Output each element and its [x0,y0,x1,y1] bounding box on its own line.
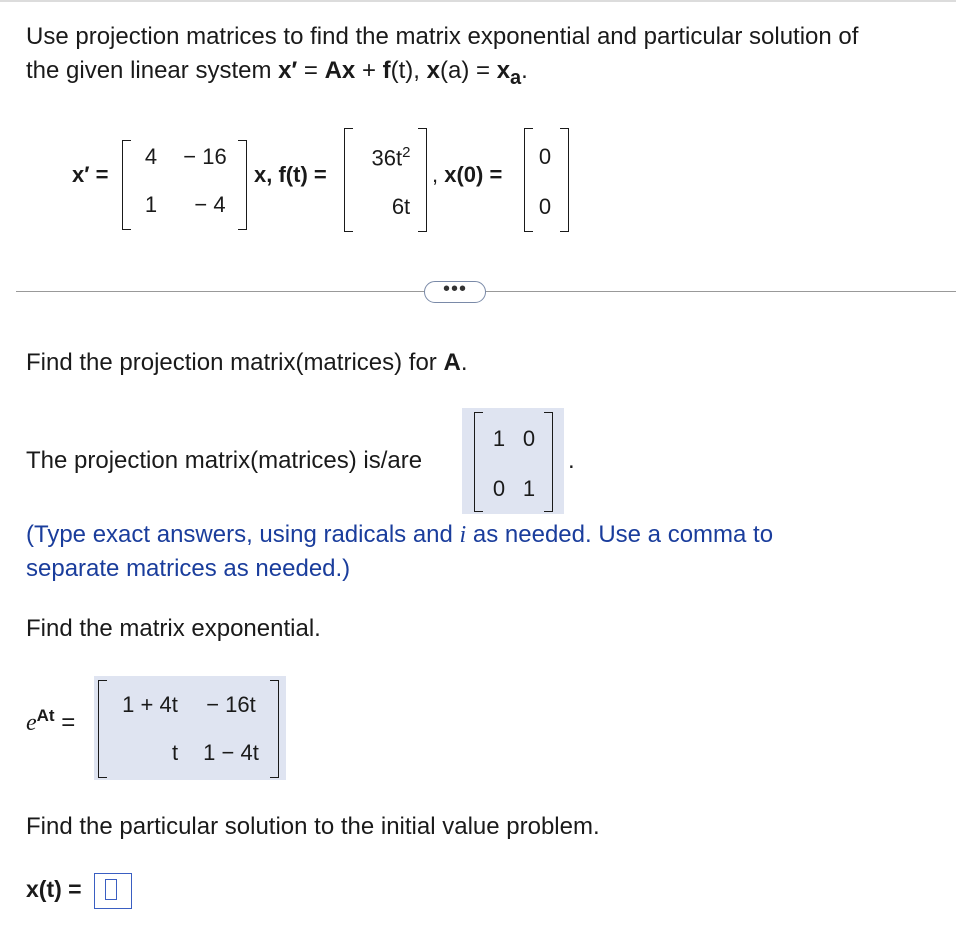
answer-hint: (Type exact answers, using radicals and i as needed. Use a comma to separate matrices as needed.) [26,521,774,582]
matrix-a-cell: − 16 [183,144,227,169]
expand-button[interactable]: ••• [424,281,486,303]
matrix-a-left-bracket [122,140,131,230]
f-vector-cell: $36t^2$ [371,144,411,171]
x0-vector-cell: 0 [538,144,552,169]
problem-statement [26,20,946,95]
projection-answer-label: The projection matrix(matrices) is/are [26,447,423,474]
projection-cell: 0 [522,426,536,451]
exponential-left-bracket [98,680,107,778]
projection-cell: 1 [522,476,536,501]
exponential-cell: t [171,740,179,765]
problem-line-1: Use projection matrices to find the matrix exponential and particular solution of [26,23,859,50]
x0-label: x(0) = [444,162,503,187]
top-border [0,0,956,2]
f-vector-left-bracket [344,128,353,232]
x-t-label: x(t) = [26,876,82,902]
matrix-a-right-bracket [238,140,247,230]
f-vector-cell: 6t [391,194,411,219]
x0-vector-cell: 0 [538,194,552,219]
projection-cell: 0 [492,476,506,501]
input-placeholder-icon [105,879,117,900]
comma: , [432,162,439,187]
exponential-cell: 1 − 4t [203,740,259,765]
projection-cell: 1 [492,426,506,451]
matrix-a-cell: 1 [144,192,158,217]
projection-heading: Find the projection matrix(matrices) for A. [26,349,468,376]
exponential-cell: 1 + 4t [122,692,178,717]
particular-solution-heading: Find the particular solution to the initial value problem. [26,813,600,840]
problem-line-2: the given linear system x′ = Ax + f(t), $x(a) = x_a$. [26,57,528,89]
exponential-label: $e^{At}$ = [26,706,76,736]
exponential-heading: Find the matrix exponential. [26,615,321,642]
section-divider [16,291,956,292]
x0-vector-right-bracket [560,128,569,232]
exponential-cell: − 16t [206,692,256,717]
exponential-right-bracket [270,680,279,778]
particular-solution-input[interactable] [94,873,132,909]
x-prime-label: x′ = [72,162,109,187]
projection-right-bracket [544,412,553,512]
projection-left-bracket [474,412,483,512]
x-f-label: x, f(t) = [254,162,327,187]
projection-period: . [568,447,575,474]
matrix-a-cell: − 4 [194,192,226,217]
matrix-a-cell: 4 [144,144,158,169]
f-vector-right-bracket [418,128,427,232]
